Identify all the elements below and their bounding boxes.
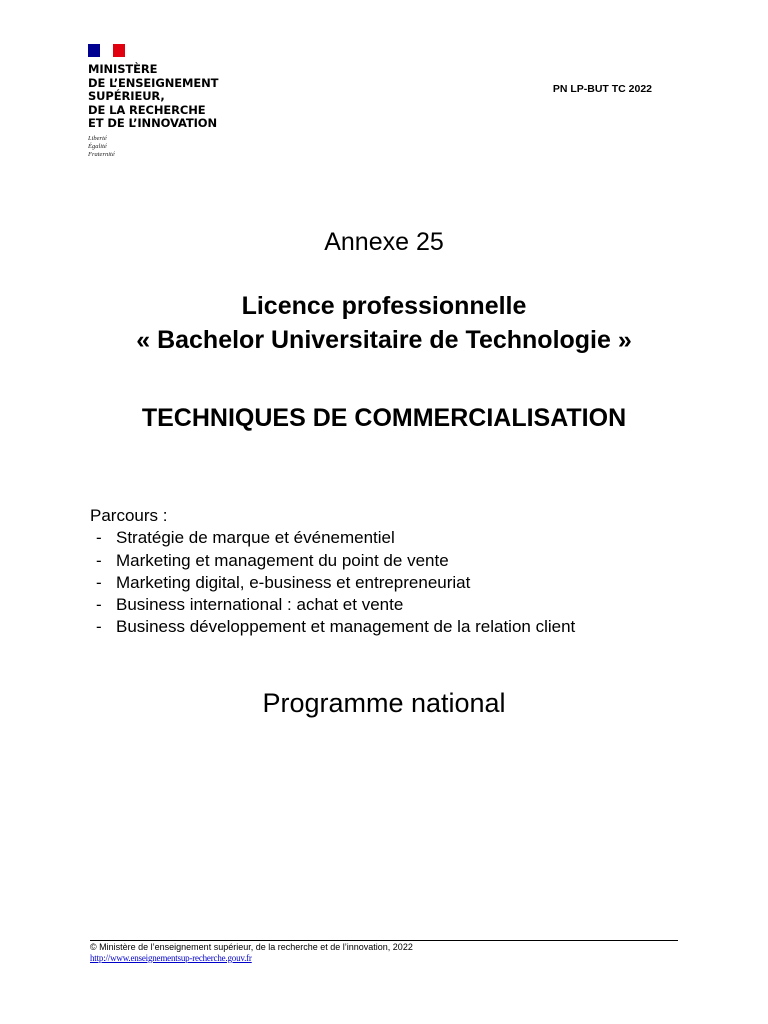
annexe-number: Annexe 25 xyxy=(324,228,444,256)
bullet-dash: - xyxy=(96,572,102,592)
ministry-line: DE L’ENSEIGNEMENT xyxy=(88,75,219,90)
title-line-2: « Bachelor Universitaire de Technologie » xyxy=(136,326,632,354)
footer-divider xyxy=(90,940,678,941)
motto-line: Égalité xyxy=(88,142,107,150)
list-item xyxy=(90,572,575,594)
list-item xyxy=(90,594,575,616)
french-flag-icon xyxy=(88,44,125,57)
footer xyxy=(90,942,413,964)
list-item-text: Business développement et management de la relation client xyxy=(116,617,576,637)
flag-white xyxy=(100,44,112,57)
ministry-line: ET DE L’INNOVATION xyxy=(88,116,218,130)
flag-red xyxy=(113,44,125,57)
ministry-line: MINISTÈRE xyxy=(88,62,158,76)
document-reference: PN LP-BUT TC 2022 xyxy=(552,83,652,95)
title-line-1: Licence professionnelle xyxy=(241,292,527,320)
bullet-dash: - xyxy=(96,617,102,637)
ministry-logo xyxy=(88,44,248,159)
bullet-dash: - xyxy=(96,550,102,570)
list-item xyxy=(90,527,575,549)
ministry-line: SUPÉRIEUR, xyxy=(88,89,165,103)
parcours-label: Parcours : xyxy=(90,506,168,525)
motto-line: Liberté xyxy=(88,134,107,142)
bullet-dash: - xyxy=(96,528,102,548)
ministry-website-link[interactable]: http://www.enseignementsup-recherche.gouv.fr xyxy=(90,953,252,963)
ministry-line: DE LA RECHERCHE xyxy=(88,102,206,117)
list-item-text: Stratégie de marque et événementiel xyxy=(116,528,395,548)
programme-title: Programme national xyxy=(262,688,506,718)
flag-blue xyxy=(88,44,100,57)
bullet-dash: - xyxy=(96,595,102,615)
parcours-list xyxy=(90,527,575,638)
list-item-text: Marketing et management du point de vente xyxy=(116,550,449,570)
list-item xyxy=(90,616,575,638)
list-item-text: Marketing digital, e-business et entrepreneuriat xyxy=(116,572,471,592)
motto-line: Fraternité xyxy=(88,150,115,158)
republic-motto xyxy=(88,135,248,159)
specialty-title: TECHNIQUES DE COMMERCIALISATION xyxy=(141,404,627,432)
footer-copyright: © Ministère de l’enseignement supérieur, de la recherche et de l’innovation, 2022 xyxy=(90,942,413,952)
list-item-text: Business international : achat et vente xyxy=(116,595,404,615)
list-item xyxy=(90,550,575,572)
ministry-name xyxy=(88,63,248,131)
parcours-section xyxy=(90,505,575,639)
